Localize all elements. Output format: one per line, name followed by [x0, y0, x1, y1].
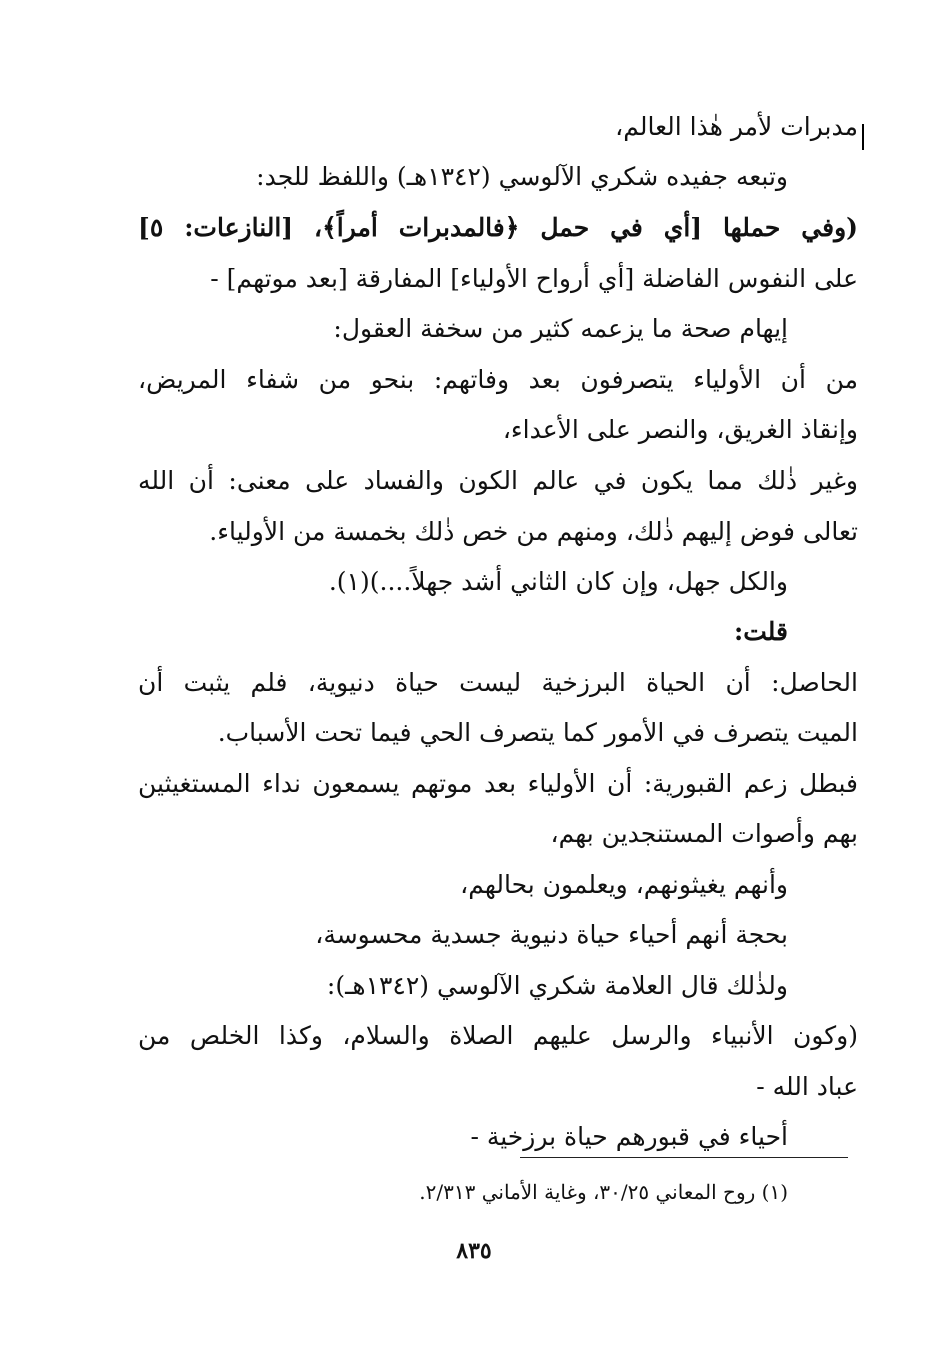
text-line: وأنهم يغيثونهم، ويعلمون بحالهم، [460, 870, 788, 899]
text-line: (وكون الأنبياء والرسل عليهم الصلاة والسلام، وكذا الخلص من [138, 1021, 858, 1050]
text-line: تعالى فوض إليهم ذٰلك، ومنهم من خص ذٰلك بخمسة من الأولياء. [209, 517, 858, 546]
text-line: إيهام صحة ما يزعمه كثير من سخفة العقول: [333, 314, 788, 343]
text-line: بهم وأصوات المستنجدين بهم، [550, 819, 858, 848]
text-line: عباد الله - [756, 1072, 858, 1101]
text-line: بحجة أنهم أحياء حياة دنيوية جسدية محسوسة، [315, 920, 788, 949]
text-line: فبطل زعم القبورية: أن الأولياء بعد موتهم يسمعون نداء المستغيثين [138, 769, 858, 798]
footnote: (١) روح المعاني ٣٠/٢٥، وغاية الأماني ٢/٣١٣. [419, 1180, 788, 1204]
text-cursor [862, 124, 864, 150]
text-line: والكل جهل، وإن كان الثاني أشد جهلاً....)(١). [328, 567, 788, 596]
text-line: من أن الأولياء يتصرفون بعد وفاتهم: بنحو من شفاء المريض، [138, 365, 858, 394]
text-line: (وفي حملها [أي في حمل ﴿فالمدبرات أمراً﴾، [النازعات: ٥] [138, 213, 858, 242]
page-number: ٨٣٥ [456, 1238, 492, 1264]
text-line: ولذٰلك قال العلامة شكري الآلوسي (١٣٤٢هـ): [326, 971, 788, 1000]
text-line: على النفوس الفاضلة [أي أرواح الأولياء] المفارقة [بعد موتهم] - [210, 264, 858, 293]
text-line: الحاصل: أن الحياة البرزخية ليست حياة دنيوية، فلم يثبت أن [138, 668, 858, 697]
text-line: وإنقاذ الغريق، والنصر على الأعداء، [502, 415, 858, 444]
footnote-divider [520, 1157, 848, 1158]
text-line: مدبرات لأمر هٰذا العالم، [615, 112, 858, 141]
text-line: الميت يتصرف في الأمور كما يتصرف الحي فيما تحت الأسباب. [217, 718, 858, 747]
text-line: وتبعه جفيده شكري الآلوسي (١٣٤٢هـ) واللفظ للجد: [256, 162, 788, 191]
section-heading: قلت: [733, 617, 788, 646]
text-line: وغير ذٰلك مما يكون في عالم الكون والفساد على معنى: أن الله [138, 466, 858, 495]
text-line: أحياء في قبورهم حياة برزخية - [470, 1122, 788, 1151]
